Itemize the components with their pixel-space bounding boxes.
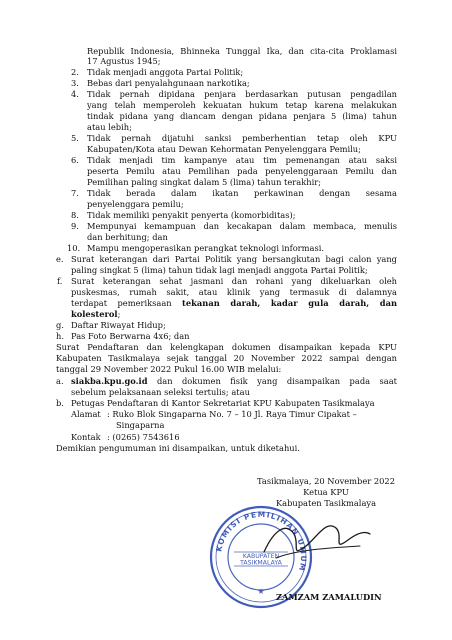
- submit-b-line: Petugas Pendaftaran di Kantor Sekretariat KPU Kabupaten Tasikmalaya: [71, 398, 375, 408]
- list-b-item-text: Pas Foto Berwarna 4x6; dan: [71, 331, 190, 341]
- list-a-item-text: Tidak pernah dipidana penjara berdasarkan putusan pengadilan: [87, 89, 397, 99]
- list-a-item-text: penyelenggara pemilu;: [87, 199, 184, 209]
- list-a-item1-continuation: Republik Indonesia, Bhinneka Tunggal Ika, dan cita-cita Proklamasi: [87, 46, 397, 56]
- list-b-item-text-mixed: [71, 298, 397, 309]
- list-b-item-text: Surat keterangan sehat jasmani dan rohani yang dikeluarkan oleh: [71, 276, 397, 286]
- alamat-label: Alamat: [71, 409, 101, 419]
- list-b-letter: f.: [57, 276, 63, 286]
- list-a-item-text: Pemilihan paling singkat dalam 5 (lima) tahun terakhir;: [87, 177, 321, 187]
- list-a-number: 10.: [67, 243, 81, 253]
- paragraph-line: Surat Pendaftaran dan kelengkapan dokumen disampaikan kepada KPU: [56, 342, 397, 352]
- handwritten-signature: [256, 500, 376, 570]
- list-a-number: 2.: [71, 67, 79, 77]
- list-a-item-text: Tidak memiliki penyakit penyerta (komorbiditas);: [87, 210, 296, 220]
- list-a-item-text: tindak pidana yang diancam dengan pidana penjara 5 (lima) tahun: [87, 111, 397, 121]
- plain-text: ;: [117, 309, 121, 319]
- list-a-item-text: Tidak menjadi anggota Partai Politik;: [87, 67, 244, 77]
- list-a-item-text: atau lebih;: [87, 122, 132, 132]
- list-a-item-text: Mampu mengoperasikan perangkat teknologi informasi.: [87, 243, 325, 253]
- paragraph-line: Kabupaten Tasikmalaya sejak tanggal 20 November 2022 sampai dengan: [56, 353, 397, 363]
- signature-place-date: Tasikmalaya, 20 November 2022: [257, 476, 395, 486]
- list-a-number: 4.: [71, 89, 79, 99]
- closing-statement: Demikian pengumuman ini disampaikan, untuk diketahui.: [56, 443, 300, 453]
- alamat-value: : Ruko Blok Singaparna No. 7 – 10 Jl. Raya Timur Cipakat –: [107, 409, 357, 419]
- list-a-number: 7.: [71, 188, 79, 198]
- list-a-item-text: Tidak menjadi tim kampanye atau tim pemenangan atau saksi: [87, 155, 397, 165]
- plain-text: terdapat pemeriksaan: [71, 298, 183, 308]
- list-a-item-text: yang telah memperoleh kekuatan hukum tetap karena melakukan: [87, 100, 397, 110]
- submit-a-rest: dan dokumen fisik yang disampaikan pada saat: [147, 376, 397, 386]
- stamp-center-line-2: TASIKMALAYA: [240, 559, 282, 567]
- paragraph-line: tanggal 29 November 2022 Pukul 16.00 WIB melalui:: [56, 364, 282, 374]
- stamp-star-icon: ★: [257, 587, 265, 596]
- list-a-item-text: Tidak pernah dijatuhi sanksi pemberhentian tetap oleh KPU: [87, 133, 397, 143]
- list-b-item-text: puskesmas, rumah sakit, atau klinik yang termasuk di dalamnya: [71, 287, 397, 297]
- list-a-number: 9.: [71, 221, 79, 231]
- list-a-item-text: Kabupaten/Kota atau Dewan Kehormatan Penyelenggara Pemilu;: [87, 144, 361, 154]
- stamp-center-line-1: KABUPATEN: [242, 553, 280, 560]
- list-b-letter: e.: [56, 254, 64, 264]
- submit-letter-b: b.: [56, 398, 64, 408]
- list-b-item-text: Surat keterangan dari Partai Politik yang bersangkutan bagi calon yang: [71, 254, 397, 264]
- list-a-item-text: Tidak berada dalam ikatan perkawinan dengan sesama: [87, 188, 397, 198]
- list-a-item-text: dan berhitung; dan: [87, 232, 168, 242]
- list-b-letter: g.: [56, 320, 64, 330]
- list-b-letter: h.: [56, 331, 64, 341]
- list-b-item-text: paling singkat 5 (lima) tahun tidak lagi menjadi anggota Partai Politik;: [71, 265, 368, 275]
- list-a-item1-continuation-2: 17 Agustus 1945;: [87, 56, 161, 66]
- list-b-item-text: Daftar Riwayat Hidup;: [71, 320, 166, 330]
- signature-title-1: Ketua KPU: [303, 487, 349, 497]
- kontak-value: : (0265) 7543616: [107, 432, 180, 442]
- list-a-item-text: Bebas dari penyalahgunaan narkotika;: [87, 78, 250, 88]
- bold-text: kolesterol: [71, 309, 118, 319]
- submit-a-line-2: sebelum pelaksanaan seleksi tertulis; atau: [71, 387, 250, 397]
- stamp-ring-text: KOMISI PEMILIHAN UMUM: [214, 509, 309, 573]
- signatory-name: ZAMZAM ZAMALUDIN: [276, 592, 382, 602]
- submit-a-line: [71, 376, 397, 387]
- list-a-number: 5.: [71, 133, 79, 143]
- list-a-item-text: Mempunyai kemampuan dan kecakapan dalam membaca, menulis: [87, 221, 397, 231]
- kontak-label: Kontak: [71, 432, 101, 442]
- list-a-number: 3.: [71, 78, 79, 88]
- submit-letter-a: a.: [56, 376, 64, 386]
- alamat-value-2: Singaparna: [116, 420, 165, 430]
- signature-title-2: Kabupaten Tasikmalaya: [275, 498, 377, 508]
- list-a-number: 6.: [71, 155, 79, 165]
- bold-text: tekanan darah, kadar gula darah, dan: [182, 298, 397, 308]
- list-a-item-text: peserta Pemilu atau Pemilihan pada penyelenggaraan Pemilu dan: [87, 166, 397, 176]
- siakba-link[interactable]: siakba.kpu.go.id: [71, 376, 148, 386]
- list-a-number: 8.: [71, 210, 79, 220]
- list-b-item-text-mixed: [71, 309, 120, 320]
